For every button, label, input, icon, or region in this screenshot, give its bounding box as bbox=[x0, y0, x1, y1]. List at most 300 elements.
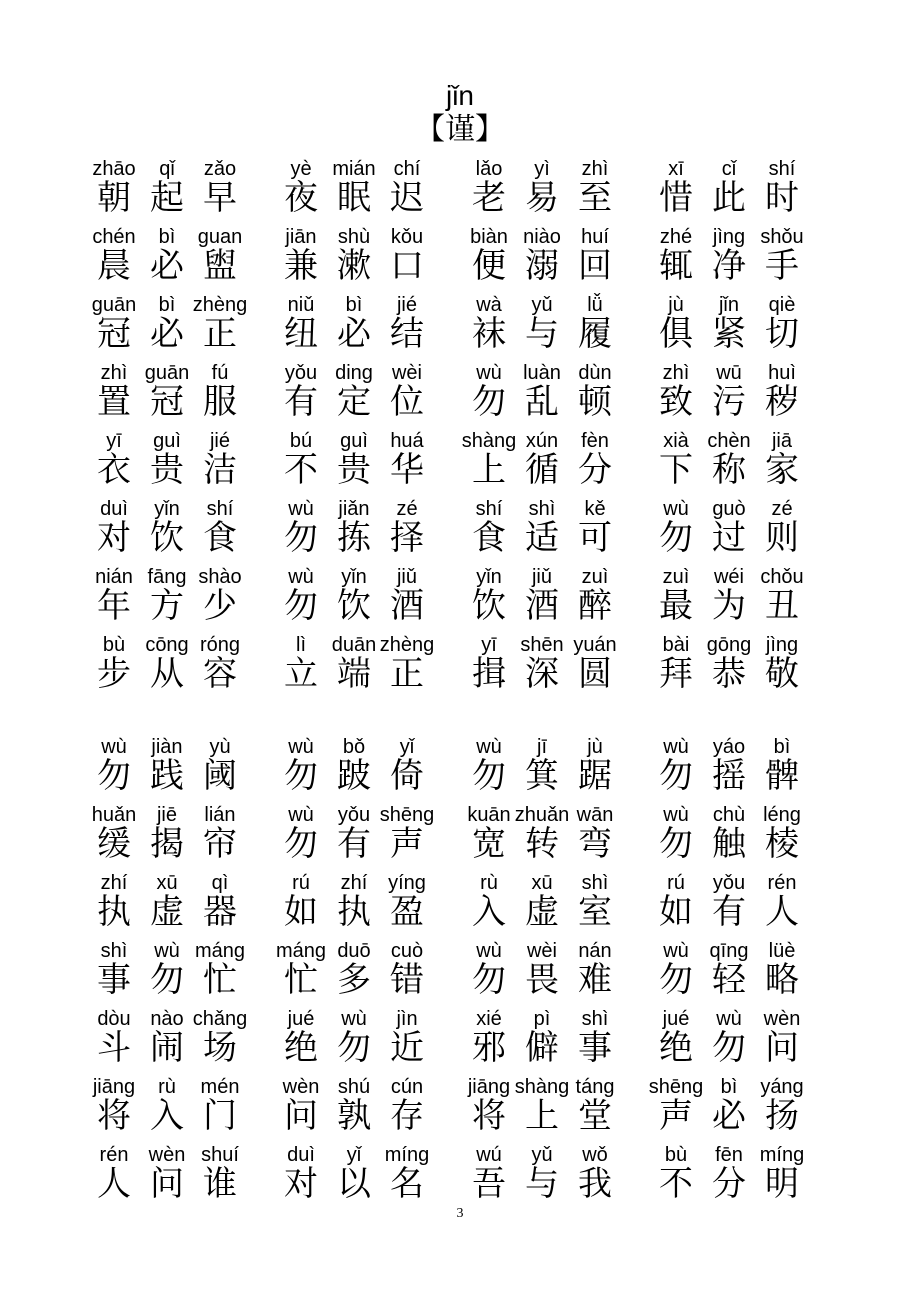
hanzi: 勿 bbox=[284, 756, 318, 796]
hanzi: 步 bbox=[97, 654, 131, 694]
pinyin: shàng bbox=[461, 430, 517, 452]
pinyin: jǐn bbox=[718, 294, 739, 316]
hanzi: 袜 bbox=[472, 314, 506, 354]
pinyin: wù bbox=[476, 362, 502, 384]
pinyin: rù bbox=[158, 1076, 176, 1098]
pinyin: bì bbox=[158, 294, 176, 316]
hanzi: 端 bbox=[337, 654, 371, 694]
pinyin: fēn bbox=[715, 1144, 743, 1166]
hanzi: 上 bbox=[472, 450, 506, 490]
hanzi: 问 bbox=[150, 1164, 184, 1204]
hanzi: 夜 bbox=[284, 178, 318, 218]
hanzi: 室 bbox=[578, 892, 612, 932]
pinyin: duō bbox=[337, 940, 371, 962]
hanzi: 盈 bbox=[390, 892, 424, 932]
pinyin: duì bbox=[287, 1144, 315, 1166]
hanzi: 揭 bbox=[150, 824, 184, 864]
hanzi: 正 bbox=[203, 314, 237, 354]
hanzi: 紧 bbox=[712, 314, 746, 354]
hanzi: 食 bbox=[472, 518, 506, 558]
pinyin: wù bbox=[663, 736, 689, 758]
pinyin: mián bbox=[332, 158, 376, 180]
hanzi: 畏 bbox=[525, 960, 559, 1000]
pinyin: yǐ bbox=[399, 736, 415, 758]
pinyin: huí bbox=[581, 226, 609, 248]
pinyin: bǒ bbox=[342, 736, 366, 758]
hanzi: 适 bbox=[525, 518, 559, 558]
pinyin: fú bbox=[211, 362, 229, 384]
hanzi: 易 bbox=[525, 178, 559, 218]
hanzi: 择 bbox=[390, 518, 424, 558]
hanzi: 下 bbox=[659, 450, 693, 490]
pinyin: wù bbox=[341, 1008, 367, 1030]
hanzi: 弯 bbox=[578, 824, 612, 864]
hanzi: 近 bbox=[390, 1028, 424, 1068]
hanzi: 勿 bbox=[97, 756, 131, 796]
hanzi: 斗 bbox=[97, 1028, 131, 1068]
hanzi: 错 bbox=[390, 960, 424, 1000]
hanzi: 结 bbox=[390, 314, 424, 354]
hanzi: 箕 bbox=[525, 756, 559, 796]
hanzi: 勿 bbox=[472, 960, 506, 1000]
hanzi: 净 bbox=[712, 246, 746, 286]
hanzi: 从 bbox=[150, 654, 184, 694]
pinyin: jié bbox=[209, 430, 230, 452]
hanzi: 髀 bbox=[765, 756, 799, 796]
hanzi: 勿 bbox=[659, 518, 693, 558]
pinyin: shì bbox=[581, 1008, 609, 1030]
pinyin: guì bbox=[340, 430, 368, 452]
hanzi: 吾 bbox=[472, 1164, 506, 1204]
pinyin: zhí bbox=[340, 872, 368, 894]
hanzi: 拜 bbox=[659, 654, 693, 694]
pinyin: nán bbox=[578, 940, 612, 962]
pinyin: cún bbox=[390, 1076, 424, 1098]
hanzi: 贵 bbox=[150, 450, 184, 490]
pinyin: jiāng bbox=[92, 1076, 136, 1098]
hanzi: 位 bbox=[390, 382, 424, 422]
pinyin: táng bbox=[575, 1076, 615, 1098]
hanzi: 场 bbox=[203, 1028, 237, 1068]
hanzi: 必 bbox=[150, 314, 184, 354]
hanzi: 闹 bbox=[150, 1028, 184, 1068]
hanzi: 勿 bbox=[337, 1028, 371, 1068]
hanzi: 揖 bbox=[472, 654, 506, 694]
pinyin: nào bbox=[150, 1008, 184, 1030]
pinyin: qǐ bbox=[159, 158, 175, 180]
pinyin: shào bbox=[198, 566, 242, 588]
title-pinyin: jǐn bbox=[445, 80, 474, 111]
hanzi: 转 bbox=[525, 824, 559, 864]
hanzi: 入 bbox=[150, 1096, 184, 1136]
pinyin: wān bbox=[576, 804, 614, 826]
hanzi: 乱 bbox=[525, 382, 559, 422]
hanzi: 践 bbox=[150, 756, 184, 796]
hanzi: 与 bbox=[525, 1164, 559, 1204]
hanzi: 饮 bbox=[472, 586, 506, 626]
pinyin: wù bbox=[288, 804, 314, 826]
pinyin: yíng bbox=[388, 872, 426, 894]
hanzi: 容 bbox=[203, 654, 237, 694]
pinyin: jiǔ bbox=[396, 566, 417, 588]
hanzi: 深 bbox=[525, 654, 559, 694]
hanzi: 对 bbox=[97, 518, 131, 558]
pinyin: jiāng bbox=[467, 1076, 511, 1098]
pinyin: shù bbox=[337, 226, 371, 248]
hanzi: 不 bbox=[659, 1164, 693, 1204]
hanzi: 门 bbox=[203, 1096, 237, 1136]
pinyin: zhé bbox=[659, 226, 693, 248]
pinyin: shēng bbox=[648, 1076, 704, 1098]
hanzi: 则 bbox=[765, 518, 799, 558]
pinyin: chèn bbox=[707, 430, 751, 452]
hanzi: 至 bbox=[578, 178, 612, 218]
hanzi: 勿 bbox=[659, 756, 693, 796]
hanzi: 存 bbox=[390, 1096, 424, 1136]
pinyin: qīng bbox=[709, 940, 749, 962]
pinyin: yǐn bbox=[154, 498, 180, 520]
hanzi: 明 bbox=[765, 1164, 799, 1204]
pinyin: jù bbox=[668, 294, 684, 316]
pinyin: pì bbox=[533, 1008, 551, 1030]
hanzi: 晨 bbox=[97, 246, 131, 286]
hanzi: 帘 bbox=[203, 824, 237, 864]
pinyin: wù bbox=[288, 498, 314, 520]
pinyin: wèn bbox=[282, 1076, 320, 1098]
hanzi: 将 bbox=[97, 1096, 131, 1136]
pinyin: zé bbox=[771, 498, 793, 520]
pinyin: wù bbox=[288, 736, 314, 758]
pinyin: cōng bbox=[145, 634, 189, 656]
pinyin: huì bbox=[768, 362, 796, 384]
title-hanzi: 【谨】 bbox=[415, 112, 505, 147]
hanzi: 正 bbox=[390, 654, 424, 694]
hanzi: 圆 bbox=[578, 654, 612, 694]
pinyin: chù bbox=[712, 804, 746, 826]
hanzi: 以 bbox=[337, 1164, 371, 1204]
hanzi: 纽 bbox=[284, 314, 318, 354]
hanzi: 人 bbox=[765, 892, 799, 932]
pinyin: léng bbox=[763, 804, 801, 826]
hanzi: 过 bbox=[712, 518, 746, 558]
pinyin: jué bbox=[662, 1008, 690, 1030]
hanzi: 朝 bbox=[97, 178, 131, 218]
pinyin: jiān bbox=[285, 226, 317, 248]
hanzi: 执 bbox=[337, 892, 371, 932]
pinyin: wèn bbox=[148, 1144, 186, 1166]
pinyin: shì bbox=[528, 498, 556, 520]
hanzi: 勿 bbox=[659, 824, 693, 864]
pinyin: lì bbox=[296, 634, 306, 656]
hanzi: 服 bbox=[203, 382, 237, 422]
pinyin: qì bbox=[211, 872, 229, 894]
pinyin: wú bbox=[476, 1144, 502, 1166]
pinyin: chǒu bbox=[760, 566, 804, 588]
pinyin: bù bbox=[102, 634, 126, 656]
hanzi: 勿 bbox=[284, 586, 318, 626]
pinyin: yǒu bbox=[712, 872, 746, 894]
hanzi: 不 bbox=[284, 450, 318, 490]
pinyin: bì bbox=[158, 226, 176, 248]
hanzi: 致 bbox=[659, 382, 693, 422]
pinyin: shēn bbox=[520, 634, 564, 656]
pinyin: shí bbox=[475, 498, 503, 520]
hanzi: 便 bbox=[472, 246, 506, 286]
pinyin: shēng bbox=[379, 804, 435, 826]
pinyin: cǐ bbox=[721, 158, 737, 180]
hanzi: 名 bbox=[390, 1164, 424, 1204]
pinyin: bì bbox=[345, 294, 363, 316]
hanzi: 冠 bbox=[150, 382, 184, 422]
pinyin: jī bbox=[537, 736, 547, 758]
pinyin: chí bbox=[393, 158, 421, 180]
pinyin: zhì bbox=[581, 158, 609, 180]
hanzi: 绝 bbox=[659, 1028, 693, 1068]
pinyin: rén bbox=[99, 1144, 129, 1166]
pinyin: shú bbox=[337, 1076, 371, 1098]
pinyin: zhuǎn bbox=[514, 804, 570, 826]
pinyin: guò bbox=[712, 498, 746, 520]
pinyin: rú bbox=[292, 872, 310, 894]
hanzi: 勿 bbox=[712, 1028, 746, 1068]
hanzi: 虚 bbox=[150, 892, 184, 932]
pinyin: wù bbox=[476, 736, 502, 758]
pinyin: yì bbox=[534, 158, 550, 180]
pinyin: jìng bbox=[765, 634, 799, 656]
pinyin: kuān bbox=[467, 804, 511, 826]
pinyin: wù bbox=[716, 1008, 742, 1030]
pinyin: niǔ bbox=[287, 294, 315, 316]
pinyin: zuì bbox=[662, 566, 690, 588]
pinyin: wù bbox=[476, 940, 502, 962]
hanzi: 堂 bbox=[578, 1096, 612, 1136]
hanzi: 秽 bbox=[765, 382, 799, 422]
hanzi: 如 bbox=[659, 892, 693, 932]
pinyin: zhāo bbox=[92, 158, 136, 180]
hanzi: 手 bbox=[765, 246, 799, 286]
pinyin: shuí bbox=[201, 1144, 239, 1166]
pinyin: shì bbox=[100, 940, 128, 962]
hanzi: 辄 bbox=[659, 246, 693, 286]
pinyin: róng bbox=[199, 634, 241, 656]
pinyin: dòu bbox=[97, 1008, 131, 1030]
pinyin: wù bbox=[663, 498, 689, 520]
pinyin: lián bbox=[204, 804, 236, 826]
hanzi: 立 bbox=[284, 654, 318, 694]
hanzi: 摇 bbox=[712, 756, 746, 796]
hanzi: 踞 bbox=[578, 756, 612, 796]
hanzi: 贵 bbox=[337, 450, 371, 490]
hanzi: 勿 bbox=[472, 756, 506, 796]
pinyin: nián bbox=[95, 566, 133, 588]
pinyin: xī bbox=[668, 158, 684, 180]
pinyin: duì bbox=[100, 498, 128, 520]
hanzi: 上 bbox=[525, 1096, 559, 1136]
hanzi: 早 bbox=[203, 178, 237, 218]
hanzi: 问 bbox=[765, 1028, 799, 1068]
pinyin: yǔ bbox=[531, 294, 553, 316]
pinyin: lǚ bbox=[587, 294, 603, 316]
hanzi: 邪 bbox=[472, 1028, 506, 1068]
hanzi: 忙 bbox=[284, 960, 318, 1000]
pinyin: mén bbox=[200, 1076, 240, 1098]
hanzi: 忙 bbox=[203, 960, 237, 1000]
hanzi: 绝 bbox=[284, 1028, 318, 1068]
hanzi: 切 bbox=[765, 314, 799, 354]
pinyin: jiǔ bbox=[531, 566, 552, 588]
hanzi: 阈 bbox=[203, 756, 237, 796]
pinyin: yǒu bbox=[337, 804, 371, 826]
pinyin: yǔ bbox=[531, 1144, 553, 1166]
hanzi: 事 bbox=[97, 960, 131, 1000]
hanzi: 老 bbox=[472, 178, 506, 218]
hanzi: 丑 bbox=[765, 586, 799, 626]
pinyin: xià bbox=[663, 430, 689, 452]
pinyin: shǒu bbox=[760, 226, 804, 248]
hanzi: 虚 bbox=[525, 892, 559, 932]
hanzi: 必 bbox=[337, 314, 371, 354]
hanzi: 人 bbox=[97, 1164, 131, 1204]
pinyin: kǒu bbox=[390, 226, 424, 248]
pinyin: rén bbox=[767, 872, 797, 894]
pinyin: jiē bbox=[156, 804, 177, 826]
hanzi: 勿 bbox=[472, 382, 506, 422]
pinyin: luàn bbox=[523, 362, 561, 384]
hanzi: 少 bbox=[203, 586, 237, 626]
hanzi: 迟 bbox=[390, 178, 424, 218]
pinyin: wèi bbox=[391, 362, 422, 384]
hanzi: 勿 bbox=[284, 824, 318, 864]
hanzi: 有 bbox=[712, 892, 746, 932]
pinyin: jué bbox=[287, 1008, 315, 1030]
hanzi: 最 bbox=[659, 586, 693, 626]
pinyin: guì bbox=[153, 430, 181, 452]
hanzi: 与 bbox=[525, 314, 559, 354]
pinyin: duān bbox=[331, 634, 377, 656]
pinyin: xié bbox=[476, 1008, 502, 1030]
pinyin: xū bbox=[156, 872, 178, 894]
pinyin: shàng bbox=[514, 1076, 570, 1098]
pinyin: qiè bbox=[768, 294, 796, 316]
pinyin: yáng bbox=[760, 1076, 804, 1098]
hanzi: 勿 bbox=[659, 960, 693, 1000]
pinyin: bì bbox=[773, 736, 791, 758]
pinyin: wǒ bbox=[582, 1144, 608, 1166]
hanzi: 分 bbox=[578, 450, 612, 490]
pinyin: lüè bbox=[768, 940, 796, 962]
hanzi: 敬 bbox=[765, 654, 799, 694]
pinyin: jìn bbox=[396, 1008, 418, 1030]
pinyin: jù bbox=[587, 736, 603, 758]
pinyin: guan bbox=[197, 226, 243, 248]
hanzi: 回 bbox=[578, 246, 612, 286]
hanzi: 年 bbox=[97, 586, 131, 626]
hanzi: 时 bbox=[765, 178, 799, 218]
hanzi: 盥 bbox=[203, 246, 237, 286]
hanzi: 轻 bbox=[712, 960, 746, 1000]
hanzi: 可 bbox=[578, 518, 612, 558]
hanzi: 衣 bbox=[97, 450, 131, 490]
hanzi: 缓 bbox=[97, 824, 131, 864]
hanzi: 兼 bbox=[284, 246, 318, 286]
hanzi: 饮 bbox=[150, 518, 184, 558]
pinyin: bù bbox=[664, 1144, 688, 1166]
pinyin: bài bbox=[662, 634, 690, 656]
pinyin: yǒu bbox=[284, 362, 318, 384]
hanzi: 起 bbox=[150, 178, 184, 218]
hanzi: 事 bbox=[578, 1028, 612, 1068]
pinyin: rú bbox=[667, 872, 685, 894]
pinyin: zuì bbox=[581, 566, 609, 588]
pinyin: wù bbox=[154, 940, 180, 962]
hanzi: 定 bbox=[337, 382, 371, 422]
pinyin: jié bbox=[396, 294, 417, 316]
pinyin: wèi bbox=[526, 940, 557, 962]
pinyin: wà bbox=[476, 294, 502, 316]
pinyin: chén bbox=[92, 226, 136, 248]
pinyin: zhí bbox=[100, 872, 128, 894]
pinyin: yuán bbox=[573, 634, 617, 656]
pinyin: zhèng bbox=[379, 634, 435, 656]
pinyin: máng bbox=[194, 940, 246, 962]
hanzi: 必 bbox=[712, 1096, 746, 1136]
pinyin: xū bbox=[531, 872, 553, 894]
pinyin: guān bbox=[91, 294, 137, 316]
hanzi: 漱 bbox=[337, 246, 371, 286]
hanzi: 冠 bbox=[97, 314, 131, 354]
hanzi: 扬 bbox=[765, 1096, 799, 1136]
hanzi: 触 bbox=[712, 824, 746, 864]
pinyin: gōng bbox=[706, 634, 752, 656]
pinyin: xún bbox=[525, 430, 559, 452]
hanzi: 置 bbox=[97, 382, 131, 422]
pinyin: shì bbox=[581, 872, 609, 894]
hanzi: 孰 bbox=[337, 1096, 371, 1136]
hanzi: 华 bbox=[390, 450, 424, 490]
hanzi: 溺 bbox=[525, 246, 559, 286]
hanzi: 声 bbox=[659, 1096, 693, 1136]
pinyin: zhì bbox=[100, 362, 128, 384]
pinyin: wù bbox=[288, 566, 314, 588]
pinyin: yī bbox=[481, 634, 497, 656]
hanzi: 此 bbox=[712, 178, 746, 218]
pinyin: bú bbox=[289, 430, 313, 452]
hanzi: 将 bbox=[472, 1096, 506, 1136]
hanzi: 略 bbox=[765, 960, 799, 1000]
hanzi: 谁 bbox=[203, 1164, 237, 1204]
hanzi: 分 bbox=[712, 1164, 746, 1204]
hanzi: 宽 bbox=[472, 824, 506, 864]
hanzi: 洁 bbox=[203, 450, 237, 490]
pinyin: yǐn bbox=[341, 566, 367, 588]
hanzi: 眠 bbox=[337, 178, 371, 218]
pinyin: wù bbox=[663, 804, 689, 826]
pinyin: guān bbox=[144, 362, 190, 384]
hanzi: 僻 bbox=[525, 1028, 559, 1068]
hanzi: 口 bbox=[390, 246, 424, 286]
pinyin: fèn bbox=[581, 430, 609, 452]
hanzi: 酒 bbox=[390, 586, 424, 626]
hanzi: 酒 bbox=[525, 586, 559, 626]
hanzi: 履 bbox=[578, 314, 612, 354]
pinyin: biàn bbox=[470, 226, 508, 248]
pinyin: jiǎn bbox=[338, 498, 370, 520]
hanzi: 有 bbox=[284, 382, 318, 422]
pinyin: yè bbox=[290, 158, 312, 180]
pinyin: shí bbox=[768, 158, 796, 180]
hanzi: 顿 bbox=[578, 382, 612, 422]
hanzi: 方 bbox=[150, 586, 184, 626]
